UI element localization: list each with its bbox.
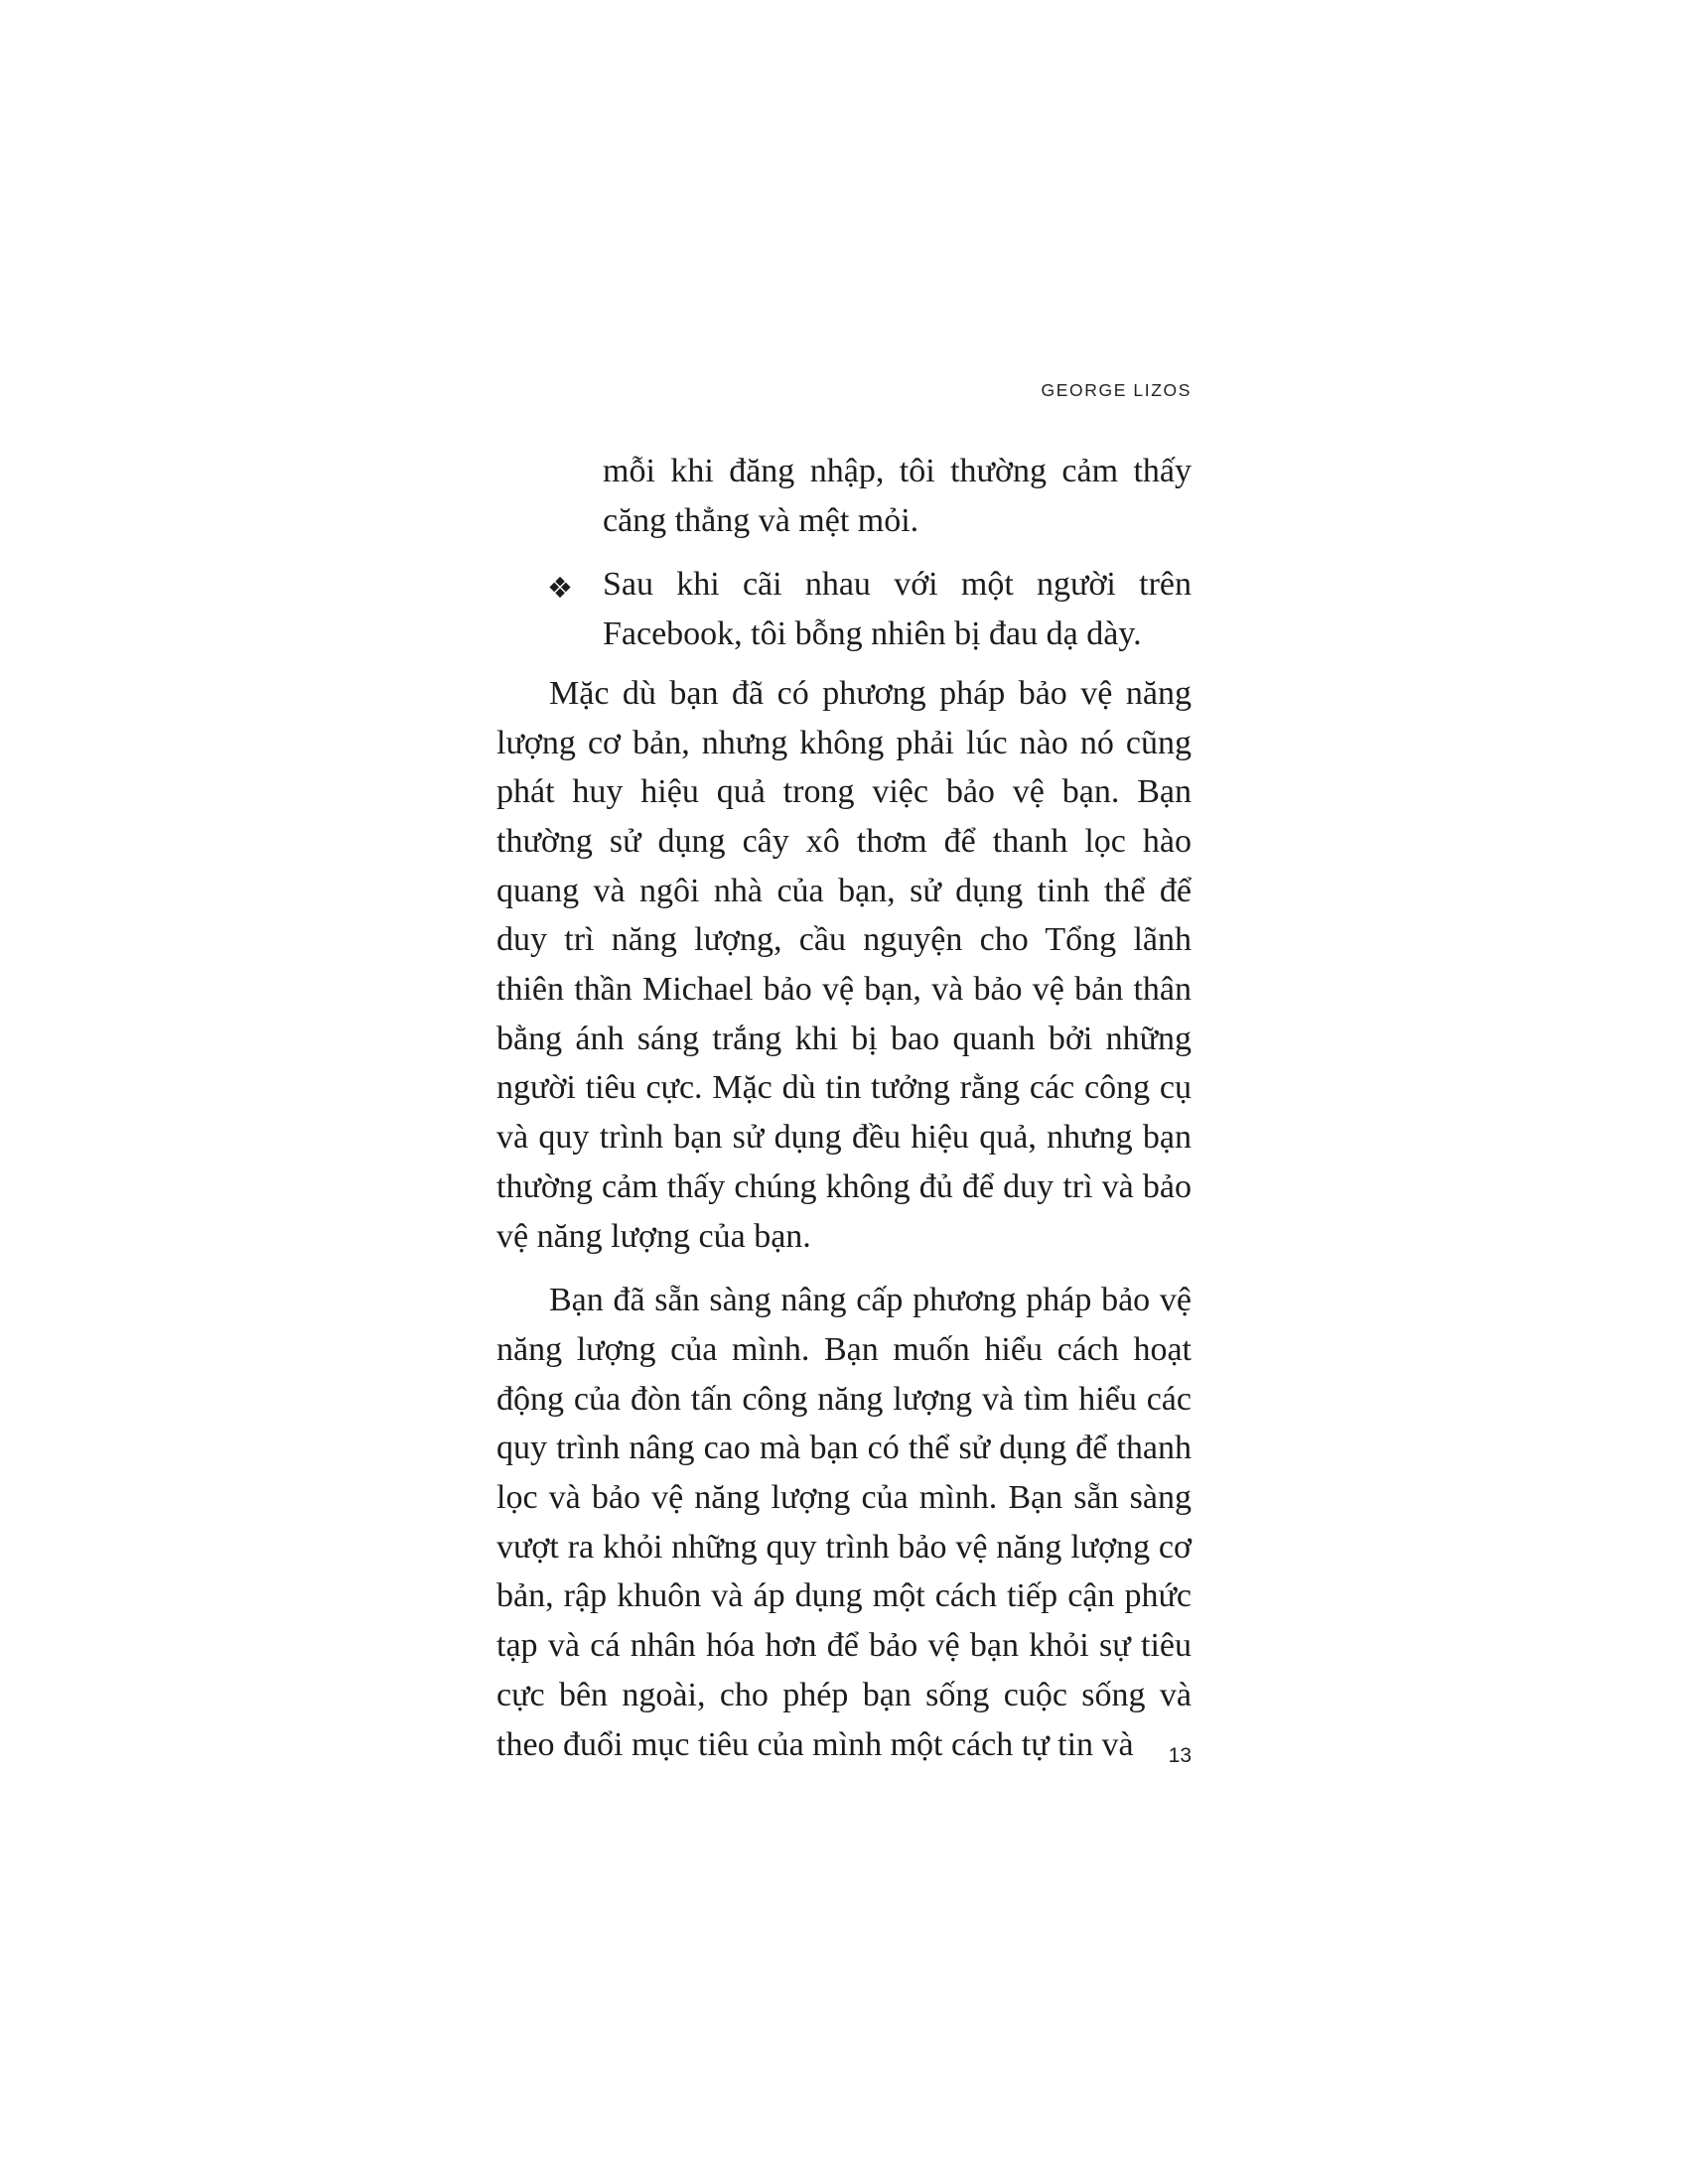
paragraph-2: Bạn đã sẵn sàng nâng cấp phương pháp bảo vệ năng lượng của mình. Bạn muốn hiểu cách hoạt động của đòn tấn công năng lượng và tìm hiểu các quy trình nâng cao mà bạn có thể sử dụng để thanh lọc và bảo vệ năng lượng của mình. Bạn sẵn sàng vượt ra khỏi những quy trình bảo vệ năng lượng cơ bản, rập khuôn và áp dụng một cách tiếp cận phức tạp và cá nhân hóa hơn để bảo vệ bạn khỏi sự tiêu cực bên ngoài, cho phép bạn sống cuộc sống và theo đuổi mục tiêu của mình một cách tự tin và — [496, 1282, 1192, 1763]
bullet-continuation-text: mỗi khi đăng nhập, tôi thường cảm thấy căng thẳng và mệt mỏi. — [603, 453, 1192, 539]
bullet-item-text: Sau khi cãi nhau với một người trên Facebook, tôi bỗng nhiên bị đau dạ dày. — [603, 566, 1192, 653]
page-number: 13 — [1168, 1744, 1192, 1767]
body-text — [496, 447, 1192, 1769]
diamond-cluster-icon: ❖ — [547, 571, 573, 606]
bullet-item — [496, 560, 1192, 658]
running-head-author: GEORGE LIZOS — [1041, 380, 1192, 400]
paragraph-1: Mặc dù bạn đã có phương pháp bảo vệ năng lượng cơ bản, nhưng không phải lúc nào nó cũng phát huy hiệu quả trong việc bảo vệ bạn. Bạn thường sử dụng cây xô thơm để thanh lọc hào quang và ngôi nhà của bạn, sử dụng tinh thể để duy trì năng lượng, cầu nguyện cho Tổng lãnh thiên thần Michael bảo vệ bạn, và bảo vệ bản thân bằng ánh sáng trắng khi bị bao quanh bởi những người tiêu cực. Mặc dù tin tưởng rằng các công cụ và quy trình bạn sử dụng đều hiệu quả, nhưng bạn thường cảm thấy chúng không đủ để duy trì và bảo vệ năng lượng của bạn. — [496, 674, 1192, 1255]
